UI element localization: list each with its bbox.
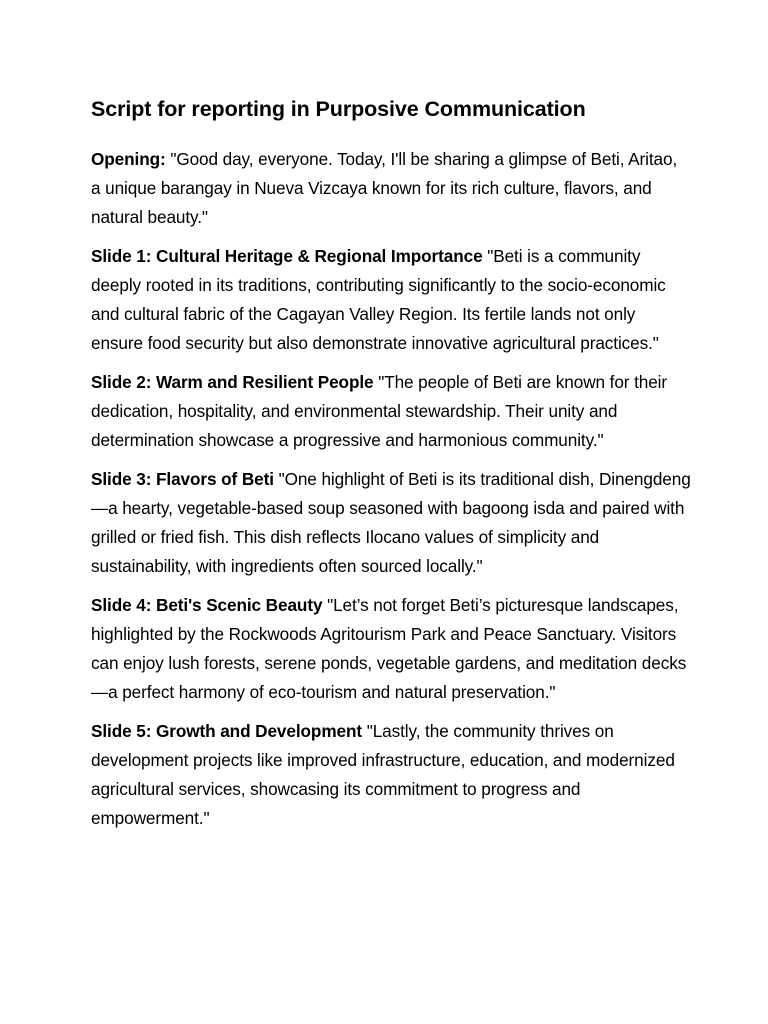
section-text: "Let’s not forget Beti’s picturesque landscapes, highlighted by the Rockwoods Agritourism Park and Peace Sanctuary. Visitors can enjoy lush forests, serene ponds, vegetable gardens, and meditation decks—a perfect harmony of eco-tourism and natural preservation." (91, 595, 687, 702)
section-heading: Slide 2: Warm and Resilient People (91, 372, 374, 392)
section-text: "Beti is a community deeply rooted in its traditions, contributing significantly to the socio-economic and cultural fabric of the Cagayan Valley Region. Its fertile lands not only ensure food security but also demonstrate innovative agricultural practices." (91, 246, 666, 353)
section-text: "One highlight of Beti is its traditional dish, Dinengdeng—a hearty, vegetable-based soup seasoned with bagoong isda and paired with grilled or fried fish. This dish reflects Ilocano values of simplicity and sustainability, with ingredients often sourced locally." (91, 469, 691, 576)
section-slide-3 (91, 465, 691, 581)
section-slide-4 (91, 591, 691, 707)
document-body (91, 93, 691, 843)
section-text: "Lastly, the community thrives on development projects like improved infrastructure, education, and modernized agricultural services, showcasing its commitment to progress and empowerment." (91, 721, 675, 828)
section-heading: Slide 5: Growth and Development (91, 721, 362, 741)
section-text: "The people of Beti are known for their dedication, hospitality, and environmental stewardship. Their unity and determination showcase a progressive and harmonious community." (91, 372, 668, 450)
section-heading: Slide 4: Beti's Scenic Beauty (91, 595, 323, 615)
section-text: "Good day, everyone. Today, I'll be sharing a glimpse of Beti, Aritao, a unique barangay in Nueva Vizcaya known for its rich culture, flavors, and natural beauty." (91, 149, 678, 227)
section-slide-2 (91, 368, 691, 455)
section-slide-1 (91, 242, 691, 358)
section-heading: Slide 3: Flavors of Beti (91, 469, 274, 489)
document-title: Script for reporting in Purposive Communication (91, 97, 586, 121)
section-heading: Slide 1: Cultural Heritage & Regional Importance (91, 246, 483, 266)
section-opening (91, 145, 691, 232)
section-slide-5 (91, 717, 691, 833)
section-heading: Opening: (91, 149, 166, 169)
